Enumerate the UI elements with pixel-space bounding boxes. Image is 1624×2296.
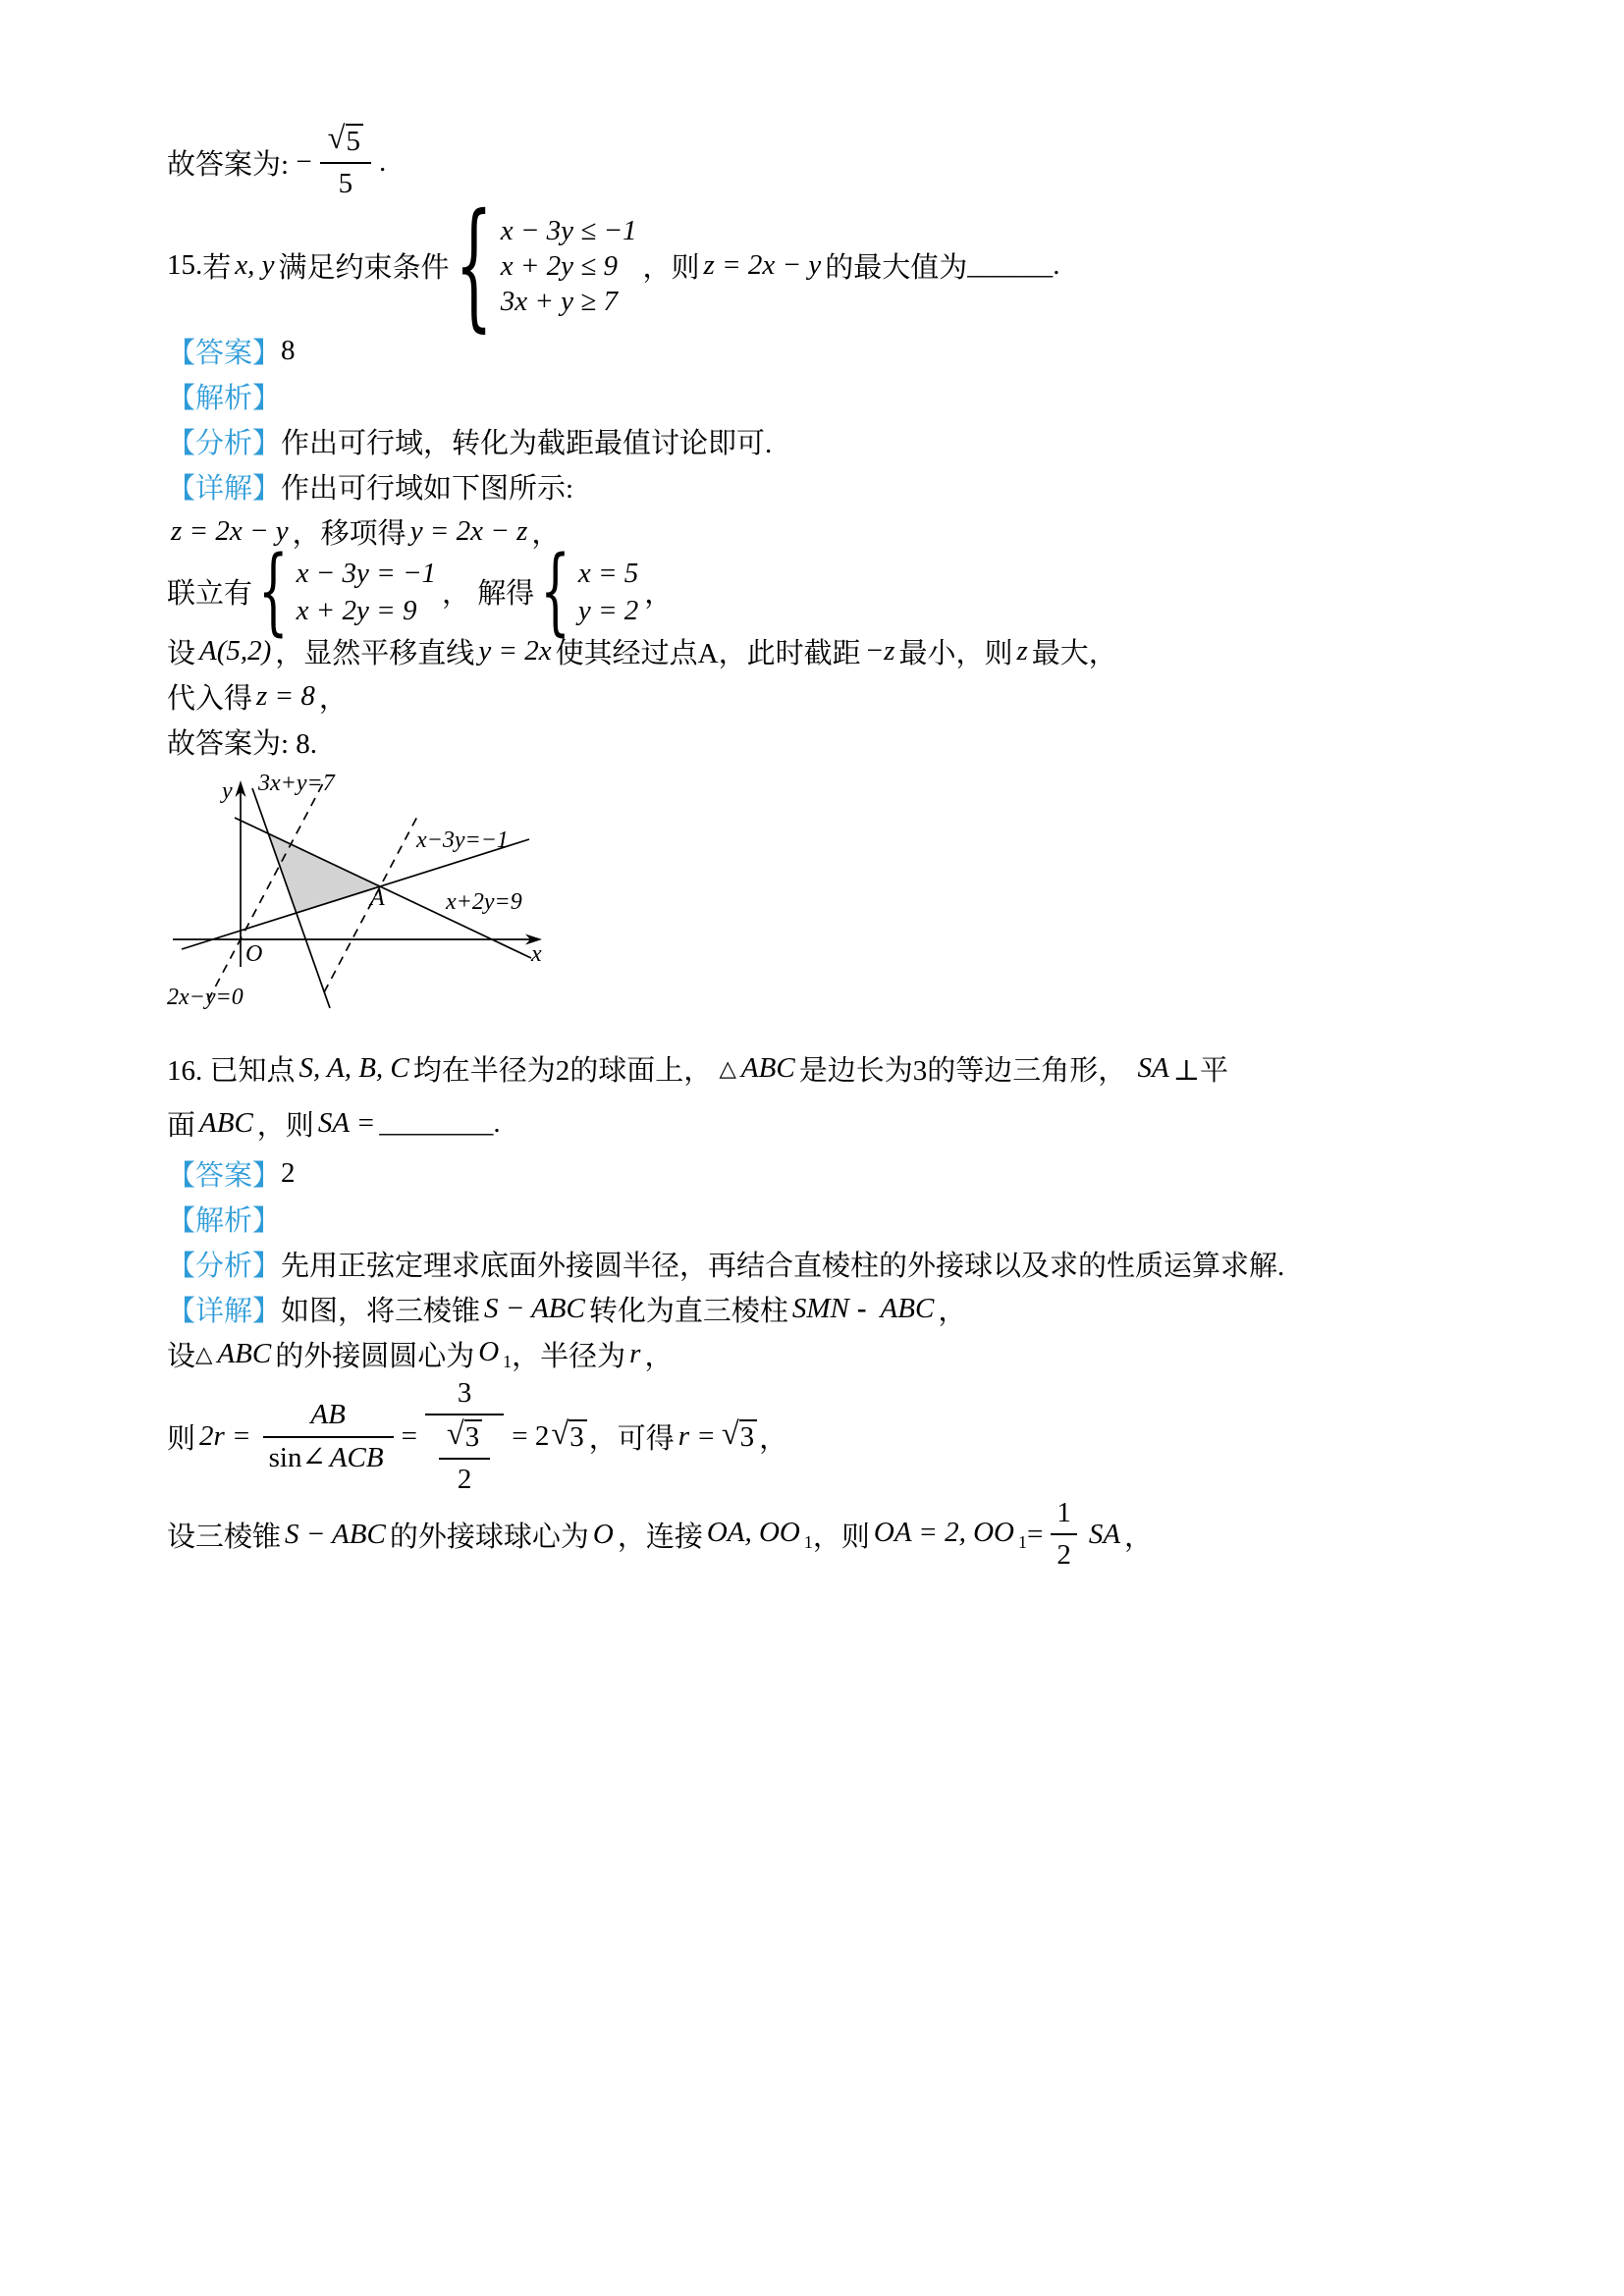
radicand: 3	[568, 1419, 587, 1454]
answer-label: 【答案】	[167, 338, 282, 370]
equals-sign: =	[1026, 1518, 1044, 1550]
analysis-header-16	[167, 1197, 1457, 1242]
text-run-zh: ，则	[642, 252, 700, 285]
label-x-minus-3y: x−3y=−1	[416, 827, 509, 853]
inner-fraction-sqrt3-over-2	[439, 1416, 490, 1497]
fraction-numerator: AB	[310, 1399, 346, 1431]
text-run-zh: 满足约束条件	[278, 252, 450, 285]
radicand: 5	[346, 124, 364, 158]
text-run-zh: ，	[759, 1423, 788, 1456]
text-run-zh: 的最大值为	[825, 252, 968, 285]
label-2x-minus-y-0: 2x−y=0	[167, 984, 244, 1010]
minus-sign: −	[296, 145, 312, 178]
text-run-math: y = 2x − z	[409, 515, 528, 548]
objective-function: z = 2x − y	[703, 249, 822, 282]
feasible-region-figure	[165, 773, 1457, 1032]
final-answer-text: 故答案为: 8.	[167, 728, 318, 761]
text-run-zh: ，则	[256, 1110, 314, 1143]
equation-rows	[297, 555, 436, 629]
equals-sign: =	[401, 1420, 417, 1453]
text-run-math: y = 2x	[478, 635, 552, 667]
answer-value: 2	[281, 1157, 296, 1190]
solution-15-line4	[167, 674, 1457, 720]
analysis-text: 作出可行域，转化为截距最值讨论即可.	[281, 428, 773, 460]
text-run-math: S, A, B, C	[298, 1052, 409, 1085]
label-origin-O: O	[245, 940, 263, 967]
radical-sign: √	[327, 121, 346, 156]
sqrt-expression	[721, 1416, 757, 1454]
jiexi-label: 【解析】	[167, 1205, 282, 1238]
left-brace: {	[540, 536, 570, 647]
text-run-zh: ，移项得	[292, 518, 406, 551]
period: .	[379, 145, 387, 178]
fraction-bar	[320, 162, 371, 164]
text-run-zh: 联立有	[167, 578, 253, 611]
text-run-zh: ，	[644, 1341, 674, 1373]
text-run-math: r =	[677, 1420, 716, 1453]
fraction-numerator	[439, 1416, 490, 1454]
text-run-math: −z	[864, 635, 895, 667]
xiangjie-label: 【详解】	[167, 473, 282, 506]
text-run-math: S − ABC	[285, 1518, 386, 1550]
answer-prefix-text: 故答案为:	[167, 148, 297, 181]
text-run-math: r	[629, 1338, 641, 1370]
subscript: 1	[1017, 1531, 1027, 1552]
text-run-math: OA = 2, OO	[873, 1516, 1014, 1548]
solution-16-intro	[167, 1287, 1457, 1332]
text-run-zh: 如图，将三棱锥	[281, 1296, 481, 1328]
radicand: 3	[464, 1419, 483, 1454]
text-run-zh: ， 解得	[442, 578, 535, 611]
equation-row: x = 5	[577, 557, 639, 589]
x-axis-label: x	[531, 940, 542, 967]
sqrt-expression	[551, 1416, 586, 1454]
constraint-row: 3x + y ≥ 7	[500, 285, 618, 317]
text-run-zh: 的外接球球心为	[389, 1521, 589, 1553]
text-run-zh: ⊥平	[1172, 1055, 1228, 1088]
feasible-region-triangle	[269, 833, 381, 913]
text-run-zh: 则	[167, 1423, 196, 1456]
equation-row: x + 2y = 9	[296, 594, 417, 626]
text-run-zh: 最小，则	[898, 638, 1013, 670]
fraction-denominator: 2	[457, 1464, 472, 1496]
equation-rows	[578, 555, 638, 629]
text-run-math: z = 2x − y	[171, 515, 289, 548]
text-run-zh: 均在半径为2的球面上，	[412, 1055, 720, 1088]
analysis-text: 先用正弦定理求底面外接圆半径，再结合直棱柱的外接球以及求的性质运算求解.	[281, 1251, 1285, 1283]
text-run-zh: 设	[167, 1341, 196, 1373]
left-brace: {	[258, 536, 289, 647]
prism-dash: -	[856, 1293, 867, 1325]
text-run-zh: 转化为直三棱柱	[588, 1296, 788, 1328]
left-brace: {	[455, 185, 493, 347]
fraction-sqrt5-over-5	[320, 121, 371, 201]
text-run-math: ABC	[880, 1293, 935, 1325]
text-run-zh: ，连接	[617, 1521, 703, 1553]
period: .	[1053, 249, 1060, 282]
text-run-zh: 设	[167, 638, 196, 670]
text-run-math: z	[1016, 635, 1028, 667]
sin-angle-text: sin∠	[268, 1441, 326, 1473]
text-run-zh: ，	[531, 518, 561, 551]
solution-16-line3	[167, 1497, 1457, 1573]
text-run-math: x, y	[235, 249, 275, 282]
analysis-header-15	[167, 374, 1457, 419]
constraint-rows	[501, 213, 637, 319]
equation-system-2	[540, 536, 639, 647]
analysis-16	[167, 1242, 1457, 1287]
radicand: 3	[739, 1419, 758, 1454]
analysis-15	[167, 419, 1457, 464]
text-run-math: SA =	[317, 1107, 376, 1140]
text-run-math: ABC	[199, 1107, 253, 1140]
answer-blank: ______	[967, 249, 1054, 282]
fraction-3-over-sqrt3-half	[425, 1377, 504, 1497]
triangle-symbol: △	[195, 1341, 213, 1366]
fraction-denominator: 5	[338, 168, 353, 200]
question-16-line1	[167, 1041, 1457, 1096]
text-run-math: ABC	[740, 1052, 795, 1085]
solution-15-answer	[167, 720, 1457, 765]
feasible-region-plot	[165, 773, 560, 1024]
text-run-zh: ，则	[812, 1521, 870, 1553]
fraction-denominator	[263, 1442, 394, 1474]
question-16-line2	[167, 1096, 1457, 1151]
fraction-numerator: 1	[1056, 1496, 1071, 1528]
fraction-numerator	[320, 121, 371, 158]
text-run-zh: 是边长为3的等边三角形，	[798, 1055, 1134, 1088]
solution-15-intro	[167, 464, 1457, 509]
solution-15-line2	[167, 536, 1457, 647]
fraction-numerator: 3	[457, 1376, 472, 1409]
label-3x-plus-y-7: 3x+y=7	[258, 772, 335, 796]
question-15	[167, 185, 1457, 347]
subscript: 1	[503, 1352, 513, 1372]
constraint-row: x + 2y ≤ 9	[500, 249, 618, 282]
text-run-zh: 使其经过点A，此时截距	[555, 638, 861, 670]
solution-16-line1	[167, 1332, 1457, 1377]
jiexi-label: 【解析】	[167, 383, 282, 415]
equation-system-1	[258, 536, 437, 647]
lengths-OA-OO1	[870, 1517, 1027, 1553]
radical-sign: √	[446, 1416, 464, 1453]
question-number: 15.	[167, 249, 203, 282]
text-run-math: O	[478, 1336, 500, 1368]
answer-value: 8	[281, 335, 296, 367]
text-run-math: SMN	[791, 1293, 849, 1325]
period: .	[493, 1107, 501, 1140]
equation-row: y = 2	[577, 594, 639, 626]
question-number: 16. 已知点	[167, 1055, 296, 1088]
angle-vertices: ACB	[329, 1441, 384, 1473]
solution-15-line3	[167, 629, 1457, 674]
subscript: 1	[803, 1531, 813, 1552]
label-x-plus-2y-9: x+2y=9	[446, 888, 522, 915]
answer-16	[167, 1151, 1457, 1197]
text-run-zh: 设三棱锥	[167, 1521, 282, 1553]
text-run-math: 2r =	[199, 1420, 251, 1453]
fraction-AB-over-sin	[263, 1399, 394, 1474]
triangle-symbol: △	[719, 1055, 736, 1081]
fraction-bar	[263, 1436, 394, 1438]
answer-line-q14	[167, 121, 1457, 201]
text-run-zh: 最大，	[1031, 638, 1117, 670]
fraction-bar	[1051, 1533, 1077, 1535]
fraction-one-half	[1051, 1497, 1077, 1573]
segments-OA-OO1	[703, 1517, 813, 1553]
text-run-zh: ，	[938, 1296, 967, 1328]
solution-16-line2	[167, 1377, 1457, 1497]
y-axis-label: y	[222, 777, 233, 804]
fraction-denominator	[425, 1416, 504, 1497]
text-run-math: S − ABC	[484, 1293, 585, 1325]
fenxi-label: 【分析】	[167, 428, 282, 460]
radical-sign: √	[551, 1416, 569, 1453]
text-run-zh: ，可得	[588, 1423, 675, 1456]
text-run-zh: 代入得	[167, 683, 253, 716]
text-run-zh: ，	[318, 683, 348, 716]
fraction-bar	[439, 1458, 490, 1460]
fraction-bar	[425, 1414, 504, 1415]
text-run-zh: ，显然平移直线	[275, 638, 475, 670]
text-run-zh: ，	[644, 578, 674, 611]
text-run-math: SA	[1137, 1052, 1169, 1085]
constraint-row: x − 3y ≤ −1	[500, 214, 637, 246]
sqrt-expression	[446, 1416, 482, 1454]
equation-row: x − 3y = −1	[296, 557, 437, 589]
label-point-A: A	[370, 884, 385, 911]
answer-blank: ________	[379, 1107, 494, 1140]
equals-two: = 2	[512, 1420, 550, 1453]
point-a-coords: A(5,2)	[199, 635, 272, 667]
fenxi-label: 【分析】	[167, 1251, 282, 1283]
text-run-math: z = 8	[256, 680, 315, 713]
text-run-math: O	[592, 1518, 614, 1550]
circumcenter-symbol	[474, 1336, 512, 1372]
text-run-math: ABC	[217, 1338, 272, 1370]
text-run-math: SA	[1088, 1518, 1121, 1550]
text-run-zh: ，半径为	[512, 1341, 626, 1373]
answer-15	[167, 329, 1457, 374]
text-run-zh: 若	[202, 252, 232, 285]
answer-label: 【答案】	[167, 1160, 282, 1193]
text-run-zh: ，	[1124, 1521, 1154, 1553]
radical-sign: √	[721, 1416, 739, 1453]
solution-intro-text: 作出可行域如下图所示:	[281, 473, 574, 506]
fraction-denominator: 2	[1056, 1539, 1071, 1572]
text-run-zh: 的外接圆圆心为	[275, 1341, 475, 1373]
sqrt-expression	[327, 121, 363, 158]
xiangjie-label: 【详解】	[167, 1296, 282, 1328]
solution-15-line1	[167, 509, 1457, 555]
text-run-zh: 面	[167, 1110, 196, 1143]
constraint-system	[455, 185, 637, 347]
text-run-math: OA, OO	[706, 1516, 800, 1548]
